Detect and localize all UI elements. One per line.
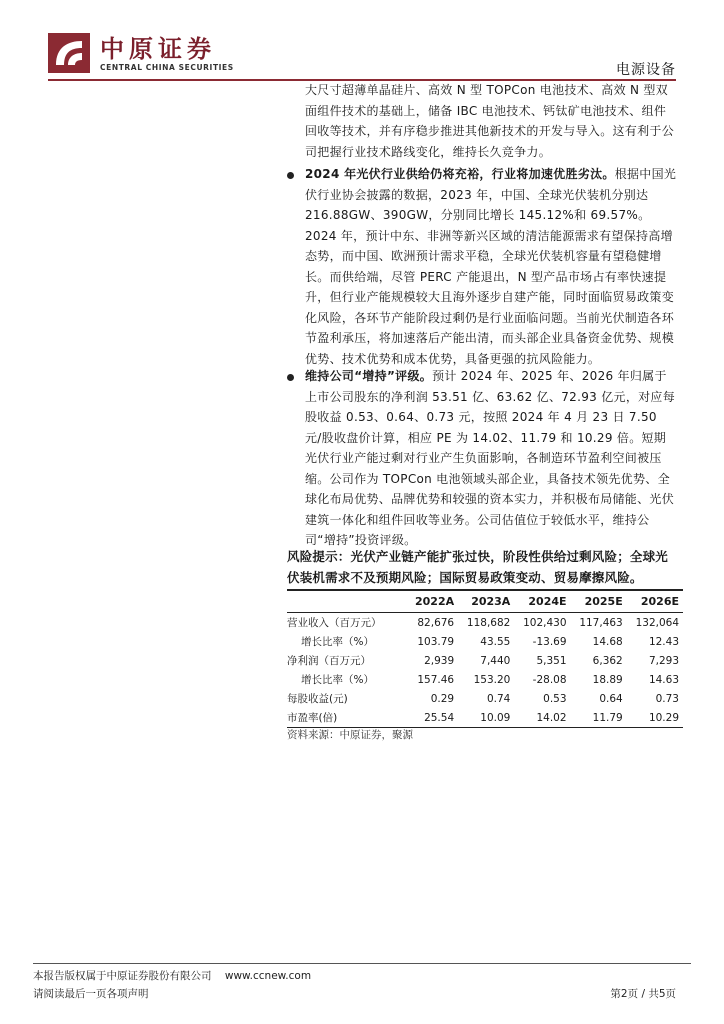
bullet-text: 根据中国光伏行业协会披露的数据，2023 年，中国、全球光伏装机分别达 216.88GW、390GW，分别同比增长 145.12%和 69.57%。2024 年，预计中东、非洲等新兴区域的清洁能源需求有望保持高增态势，而中国、欧洲预计需求平稳，全球光伏装机容量有望稳健增长。而供给端，尽管 PERC 产能退出，N 型产品市场占有率快速提升，但行业产能规模较大且海外逐步自建产能，同时面临贸易政策变化风险，各环节产能阶段过剩仍是行业面临问题。当前光伏制造各环节盈利承压，将加速落后产能出清，而头部企业具备资金优势、规模优势、技术优势和成本优势，具备更强的抗风险能力。 [305, 167, 677, 366]
company-logo-icon [48, 33, 90, 73]
bullet-dot [287, 172, 294, 179]
table-cell: 2,939 [424, 654, 455, 667]
table-cell: 25.54 [407, 708, 458, 728]
table-cell: 0.74 [486, 692, 511, 705]
table-cell: 14.68 [592, 635, 623, 648]
row-label: 净利润（百万元） [287, 655, 371, 667]
row-label: 增长比率（%） [301, 636, 374, 648]
table-cell: 103.79 [417, 635, 455, 648]
row-label: 市盈率(倍) [287, 708, 407, 728]
footer-disclaimer: 请阅读最后一页各项声明 [33, 988, 149, 1000]
table-cell: -28.08 [532, 673, 567, 686]
risk-warning: 风险提示：光伏产业链产能扩张过快，阶段性供给过剩风险；全球光伏装机需求不及预期风险；国际贸易政策变动、贸易摩擦风险。 [287, 549, 669, 585]
copyright-text: 本报告版权属于中原证券股份有限公司 [33, 970, 212, 982]
table-header-cell: 2025E [571, 590, 627, 613]
table-header-cell: 2022A [407, 590, 458, 613]
row-label: 营业收入（百万元） [287, 617, 382, 629]
bullet-dot [287, 374, 294, 381]
page-number: 第2页 / 共5页 [610, 988, 676, 1000]
row-label: 增长比率（%） [301, 674, 374, 686]
table-cell: 7,293 [648, 654, 679, 667]
table-cell: 118,682 [466, 616, 511, 629]
table-header-row [287, 590, 683, 613]
table-header-cell: 2023A [458, 590, 514, 613]
table-cell: 82,676 [417, 616, 455, 629]
website-link[interactable]: www.ccnew.com [224, 970, 312, 982]
table-cell: 11.79 [571, 708, 627, 728]
table-cell: 153.20 [473, 673, 511, 686]
table-row [287, 689, 683, 708]
table-cell: 102,430 [523, 616, 567, 629]
table-header-cell: 2024E [514, 590, 570, 613]
financial-forecast-table [287, 589, 683, 728]
bullet-heading: 维持公司“增持”评级。 [305, 369, 433, 383]
table-row [287, 632, 683, 651]
bullet-paragraph-rating [305, 366, 677, 551]
table-cell: 6,362 [592, 654, 623, 667]
table-cell: -13.69 [532, 635, 567, 648]
bullet-paragraph-industry [305, 164, 677, 369]
footer-divider [33, 963, 691, 964]
table-row [287, 613, 683, 633]
company-name-cn: 中原证券 [100, 34, 216, 63]
table-cell: 14.02 [514, 708, 570, 728]
table-row [287, 708, 683, 728]
table-cell: 12.43 [648, 635, 679, 648]
table-cell: 157.46 [417, 673, 455, 686]
table-cell: 0.29 [430, 692, 455, 705]
table-header-cell [287, 590, 407, 613]
intro-paragraph: 大尺寸超薄单晶硅片、高效 N 型 TOPCon 电池技术、高效 N 型双面组件技术的基础上，储备 IBC 电池技术、钙钛矿电池技术、组件回收等技术，并有序稳步推进其他新技术的开发与导入。这有利于公司把握行业技术路线变化，维持长久竞争力。 [305, 83, 675, 159]
sector-label: 电源设备 [616, 62, 676, 78]
table-cell: 14.63 [648, 673, 679, 686]
table-header-cell: 2026E [627, 590, 683, 613]
table-cell: 18.89 [592, 673, 623, 686]
table-cell: 10.09 [458, 708, 514, 728]
table-cell: 132,064 [635, 616, 679, 629]
table-cell: 0.73 [655, 692, 679, 705]
table-row [287, 651, 683, 670]
row-label: 每股收益(元) [287, 693, 348, 705]
table-cell: 0.64 [599, 692, 623, 705]
table-cell: 10.29 [627, 708, 683, 728]
table-cell: 0.53 [543, 692, 567, 705]
bullet-text: 预计 2024 年、2025 年、2026 年归属于上市公司股东的净利润 53.51 亿、63.62 亿、72.93 亿元，对应每股收益 0.53、0.64、0.73 元，按照 2024 年 4 月 23 日 7.50 元/股收盘价计算，相应 PE 为 14.02、11.79 和 10.29 倍。短期光伏行业产能过剩对行业产生负面影响，各制造环节盈利空间被压缩。公司作为 TOPCon 电池领域头部企业，具备技术领先优势、全球化布局优势、品牌优势和较强的资本实力，并积极布局储能、光伏建筑一体化和组件回收等业务。公司估值位于较低水平，维持公司“增持”投资评级。 [305, 369, 676, 547]
footer-copyright [33, 968, 311, 983]
table-row [287, 670, 683, 689]
table-cell: 117,463 [579, 616, 623, 629]
table-cell: 7,440 [480, 654, 511, 667]
table-source-note: 资料来源：中原证券，聚源 [287, 729, 413, 741]
table-cell: 5,351 [536, 654, 567, 667]
company-name-en: CENTRAL CHINA SECURITIES [100, 63, 234, 72]
table-cell: 43.55 [480, 635, 511, 648]
bullet-heading: 2024 年光伏行业供给仍将充裕，行业将加速优胜劣汰。 [305, 167, 615, 181]
